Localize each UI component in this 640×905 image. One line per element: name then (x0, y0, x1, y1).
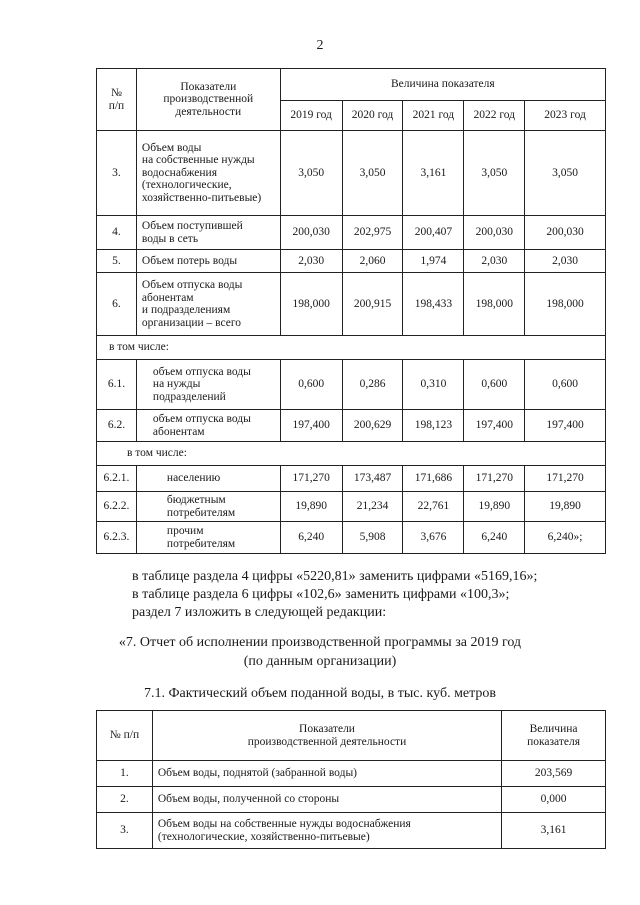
value-2023: 3,050 (525, 131, 606, 216)
value-2021: 22,761 (403, 492, 464, 522)
row-name (152, 813, 501, 849)
row-name-text: Объем потерь воды (141, 254, 238, 267)
value-2021: 200,407 (403, 216, 464, 250)
value-2019: 197,400 (280, 410, 342, 442)
row-num: 5. (97, 250, 137, 273)
value-2023: 197,400 (525, 410, 606, 442)
amendment-paragraph: в таблице раздела 6 цифры «102,6» заменить цифрами «100,3»; (132, 587, 510, 602)
row-name-text: Объем воды на собственные нужды водоснабжения (технологические, хозяйственно-питьевые) (157, 818, 411, 843)
row-name-text: объем отпуска воды абонентам (152, 413, 251, 438)
header-num: № п/п (97, 711, 153, 761)
row-name (136, 466, 280, 492)
row-name (136, 273, 280, 336)
table-subheader-row (97, 336, 606, 360)
row-value: 203,569 (502, 761, 606, 787)
row-num: 4. (97, 216, 137, 250)
value-2023: 200,030 (525, 216, 606, 250)
header-value (502, 711, 606, 761)
value-2019: 198,000 (280, 273, 342, 336)
header-value-text: Величина показателя (527, 723, 581, 748)
row-name-text: Объем воды на собственные нужды водоснабжения (технологические, хозяйственно-питьевые) (141, 141, 262, 204)
table-row (97, 410, 606, 442)
row-name (136, 216, 280, 250)
value-2022: 2,030 (464, 250, 525, 273)
value-2019: 6,240 (280, 522, 342, 554)
row-name (136, 522, 280, 554)
value-2019: 19,890 (280, 492, 342, 522)
table-subheader-row (97, 442, 606, 466)
header-value: Величина показателя (280, 69, 605, 101)
subheader-including: в том числе: (97, 442, 606, 466)
value-2020: 2,060 (342, 250, 403, 273)
value-2021: 1,974 (403, 250, 464, 273)
value-2020: 5,908 (342, 522, 403, 554)
header-indicators-text: Показатели производственной деятельности (247, 723, 407, 748)
value-2022: 19,890 (464, 492, 525, 522)
row-num: 6.1. (97, 360, 137, 410)
value-2023: 6,240»; (525, 522, 606, 554)
value-2019: 3,050 (280, 131, 342, 216)
row-name-text: Объем поступившей воды в сеть (141, 220, 243, 245)
table-row (97, 466, 606, 492)
header-year-2023: 2023 год (525, 101, 606, 131)
value-2020: 200,629 (342, 410, 403, 442)
row-name-text: бюджетным потребителям (166, 494, 236, 519)
header-year-2020: 2020 год (342, 101, 403, 131)
value-2020: 3,050 (342, 131, 403, 216)
row-num: 2. (97, 787, 153, 813)
value-2022: 0,600 (464, 360, 525, 410)
value-2021: 3,161 (403, 131, 464, 216)
value-2022: 6,240 (464, 522, 525, 554)
table-row (97, 273, 606, 336)
indicators-table (96, 68, 606, 554)
row-name-text: Объем отпуска воды абонентам и подразделениям организации – всего (141, 279, 243, 329)
row-num: 6.2.3. (97, 522, 137, 554)
supplied-water-table (96, 710, 606, 849)
value-2021: 3,676 (403, 522, 464, 554)
value-2021: 198,433 (403, 273, 464, 336)
row-num: 1. (97, 761, 153, 787)
header-indicators (136, 69, 280, 131)
page-number: 2 (316, 38, 324, 53)
value-2021: 198,123 (403, 410, 464, 442)
row-name: Объем воды, поднятой (забранной воды) (152, 761, 501, 787)
table-row (97, 131, 606, 216)
value-2023: 2,030 (525, 250, 606, 273)
row-name-text: прочим потребителям (166, 525, 236, 550)
value-2020: 21,234 (342, 492, 403, 522)
row-value: 3,161 (502, 813, 606, 849)
header-num-text: № п/п (108, 87, 125, 112)
row-name (136, 131, 280, 216)
value-2021: 171,686 (403, 466, 464, 492)
value-2019: 171,270 (280, 466, 342, 492)
value-2022: 3,050 (464, 131, 525, 216)
header-indicators (152, 711, 501, 761)
header-num (97, 69, 137, 131)
row-value: 0,000 (502, 787, 606, 813)
table-row (97, 250, 606, 273)
value-2022: 198,000 (464, 273, 525, 336)
value-2020: 200,915 (342, 273, 403, 336)
row-name: Объем воды, полученной со стороны (152, 787, 501, 813)
amendment-paragraph: в таблице раздела 4 цифры «5220,81» заменить цифрами «5169,16»; (132, 569, 538, 584)
amendment-paragraph: раздел 7 изложить в следующей редакции: (132, 605, 387, 620)
row-name (136, 410, 280, 442)
table-row (97, 761, 606, 787)
value-2020: 202,975 (342, 216, 403, 250)
value-2023: 171,270 (525, 466, 606, 492)
header-year-2021: 2021 год (403, 101, 464, 131)
table-row (97, 216, 606, 250)
value-2023: 19,890 (525, 492, 606, 522)
table-row (97, 522, 606, 554)
row-num: 6.2.2. (97, 492, 137, 522)
value-2019: 200,030 (280, 216, 342, 250)
table-row (97, 492, 606, 522)
row-name (136, 250, 280, 273)
value-2020: 0,286 (342, 360, 403, 410)
value-2022: 197,400 (464, 410, 525, 442)
value-2021: 0,310 (403, 360, 464, 410)
table-row (97, 787, 606, 813)
row-num: 3. (97, 813, 153, 849)
value-2022: 171,270 (464, 466, 525, 492)
value-2022: 200,030 (464, 216, 525, 250)
table-row (97, 360, 606, 410)
row-name-text: населению (166, 472, 221, 485)
value-2023: 0,600 (525, 360, 606, 410)
section-heading-line2: (по данным организации) (243, 654, 397, 669)
row-name (136, 360, 280, 410)
value-2023: 198,000 (525, 273, 606, 336)
header-year-2019: 2019 год (280, 101, 342, 131)
section-heading-line1: «7. Отчет об исполнении производственной программы за 2019 год (118, 635, 522, 650)
row-num: 6. (97, 273, 137, 336)
row-num: 6.2. (97, 410, 137, 442)
value-2019: 2,030 (280, 250, 342, 273)
row-num: 3. (97, 131, 137, 216)
subheader-including: в том числе: (97, 336, 606, 360)
row-name (136, 492, 280, 522)
row-num: 6.2.1. (97, 466, 137, 492)
value-2019: 0,600 (280, 360, 342, 410)
table-row (97, 813, 606, 849)
header-year-2022: 2022 год (464, 101, 525, 131)
subsection-heading: 7.1. Фактический объем поданной воды, в тыс. куб. метров (143, 686, 497, 701)
row-name-text: объем отпуска воды на нужды подразделений (152, 365, 251, 403)
value-2020: 173,487 (342, 466, 403, 492)
header-indicators-text: Показатели производственной деятельности (163, 80, 254, 118)
